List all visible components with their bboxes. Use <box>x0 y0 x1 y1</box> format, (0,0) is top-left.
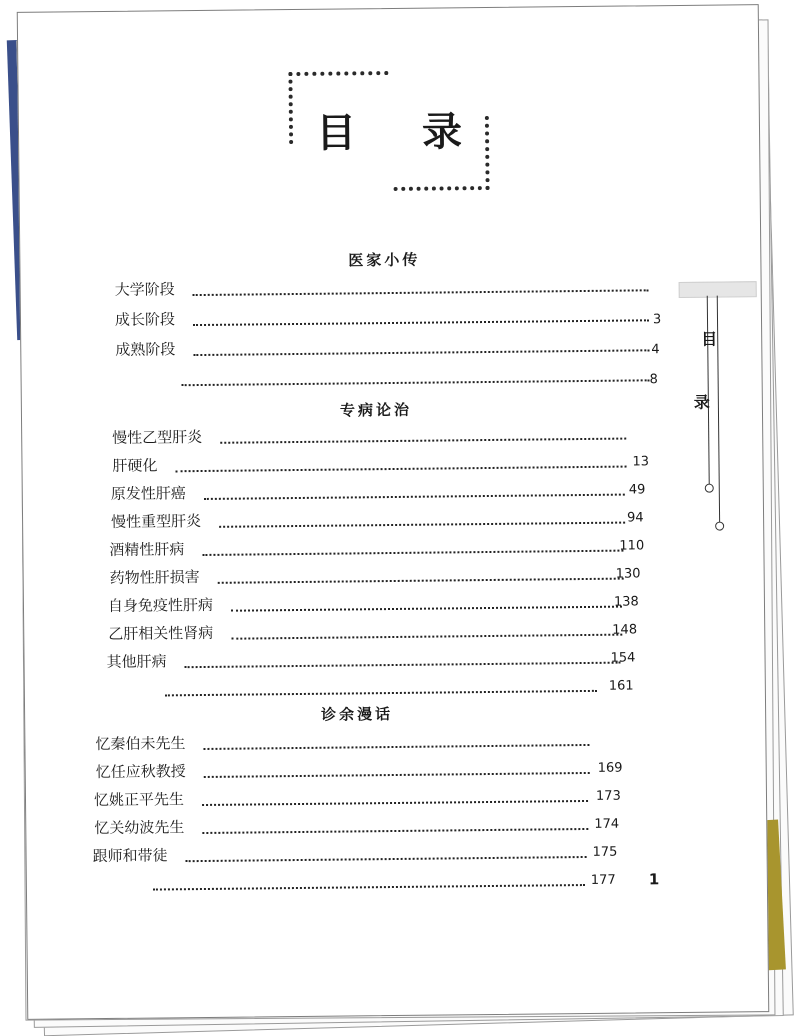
page-number: 174 <box>594 816 620 832</box>
page-number: 94 <box>626 510 644 526</box>
toc-entry-label: 忆关幼波先生 <box>94 818 185 838</box>
toc-entry-label: 酒精性肝病 <box>109 540 185 559</box>
toc-entry[interactable] <box>115 304 655 330</box>
page-number: 138 <box>613 594 639 610</box>
toc-entry-label: 其他肝病 <box>106 652 167 672</box>
dot-leader <box>185 662 621 669</box>
toc-entry[interactable] <box>112 450 632 475</box>
frame-border <box>394 186 490 191</box>
side-tab-char: 录 <box>693 392 710 412</box>
frame-border <box>288 71 388 76</box>
toc-entry[interactable] <box>109 535 629 560</box>
toc-entry-label: 自身免疫性肝病 <box>107 595 214 615</box>
side-tab-ring-icon <box>715 522 724 531</box>
dot-leader <box>203 744 589 750</box>
dot-leader <box>218 578 624 584</box>
page-number: 148 <box>612 622 638 638</box>
dot-leader <box>193 319 649 326</box>
toc-entry[interactable] <box>95 729 595 754</box>
toc-entry-label: 药物性肝损害 <box>109 568 200 587</box>
page-number: 49 <box>628 482 646 498</box>
folio-page-number: 1 <box>648 870 660 889</box>
dot-leader <box>176 466 627 473</box>
dot-leader <box>153 884 585 891</box>
page-number: 177 <box>590 872 616 888</box>
toc-entry-label: 肝硬化 <box>112 456 158 475</box>
toc-entry[interactable] <box>92 841 592 866</box>
toc-entry[interactable] <box>111 507 631 532</box>
page-number: 173 <box>595 788 621 804</box>
toc-entry[interactable] <box>110 563 630 588</box>
section-heading: 专病论治 <box>339 400 413 420</box>
page-number: 4 <box>651 342 660 358</box>
toc-entry-label: 成熟阶段 <box>115 340 176 359</box>
dot-leader <box>231 634 622 640</box>
toc-leader-row <box>165 675 603 700</box>
toc-entry[interactable] <box>111 479 631 504</box>
section-heading: 医家小传 <box>348 250 421 270</box>
page-title: 目 录 <box>315 108 489 157</box>
page-number: 130 <box>615 566 641 582</box>
toc-entry-label: 忆秦伯未先生 <box>95 734 186 754</box>
dot-leader <box>202 800 588 806</box>
dot-leader <box>193 349 649 356</box>
page-number: 175 <box>592 844 618 860</box>
dot-leader <box>204 772 590 778</box>
side-tab <box>679 281 762 542</box>
dot-leader <box>204 494 625 500</box>
toc-entry-label: 成长阶段 <box>114 310 176 329</box>
toc-entry-label: 忆任应秋教授 <box>95 762 186 782</box>
toc-entry-label: 忆姚正平先生 <box>93 790 185 810</box>
toc-page <box>17 4 770 1020</box>
dot-leader <box>165 690 597 697</box>
toc-entry[interactable] <box>115 334 655 360</box>
toc-leader-row <box>153 869 591 894</box>
page-number: 154 <box>610 650 636 666</box>
side-tab-char: 目 <box>701 329 718 349</box>
toc-entry-label: 原发性肝癌 <box>110 484 186 503</box>
page-number: 161 <box>608 678 634 694</box>
page-number: 3 <box>652 312 662 328</box>
toc-entry[interactable] <box>106 647 626 672</box>
dot-leader <box>193 289 649 296</box>
toc-entry[interactable] <box>112 422 632 447</box>
dot-leader <box>186 856 587 862</box>
toc-entry-label: 乙肝相关性肾病 <box>108 623 214 643</box>
page-number: 8 <box>649 372 658 388</box>
toc-entry[interactable] <box>115 274 655 300</box>
toc-entry[interactable] <box>108 619 628 644</box>
toc-entry[interactable] <box>96 757 596 782</box>
toc-entry[interactable] <box>94 785 594 810</box>
toc-entry[interactable] <box>94 813 594 838</box>
page-number: 110 <box>619 538 645 554</box>
dot-leader <box>202 550 623 556</box>
toc-entry-label: 慢性乙型肝炎 <box>112 427 203 447</box>
dot-leader <box>231 606 622 612</box>
dot-leader <box>219 522 625 528</box>
side-tab-ring-icon <box>705 484 714 493</box>
toc-entry-label: 跟师和带徒 <box>92 846 168 866</box>
toc-leader-row <box>181 364 655 389</box>
toc-entry-label: 慢性重型肝炎 <box>110 512 202 531</box>
toc-entry[interactable] <box>108 591 628 616</box>
dot-leader <box>220 438 626 444</box>
section-heading: 诊余漫话 <box>321 705 394 724</box>
page-number: 169 <box>597 760 623 776</box>
page-number: 13 <box>632 454 650 470</box>
dot-leader <box>202 828 588 834</box>
dot-leader <box>182 379 650 386</box>
title-frame <box>288 70 489 192</box>
toc-entry-label: 大学阶段 <box>114 280 175 299</box>
side-tab-string <box>717 296 720 524</box>
